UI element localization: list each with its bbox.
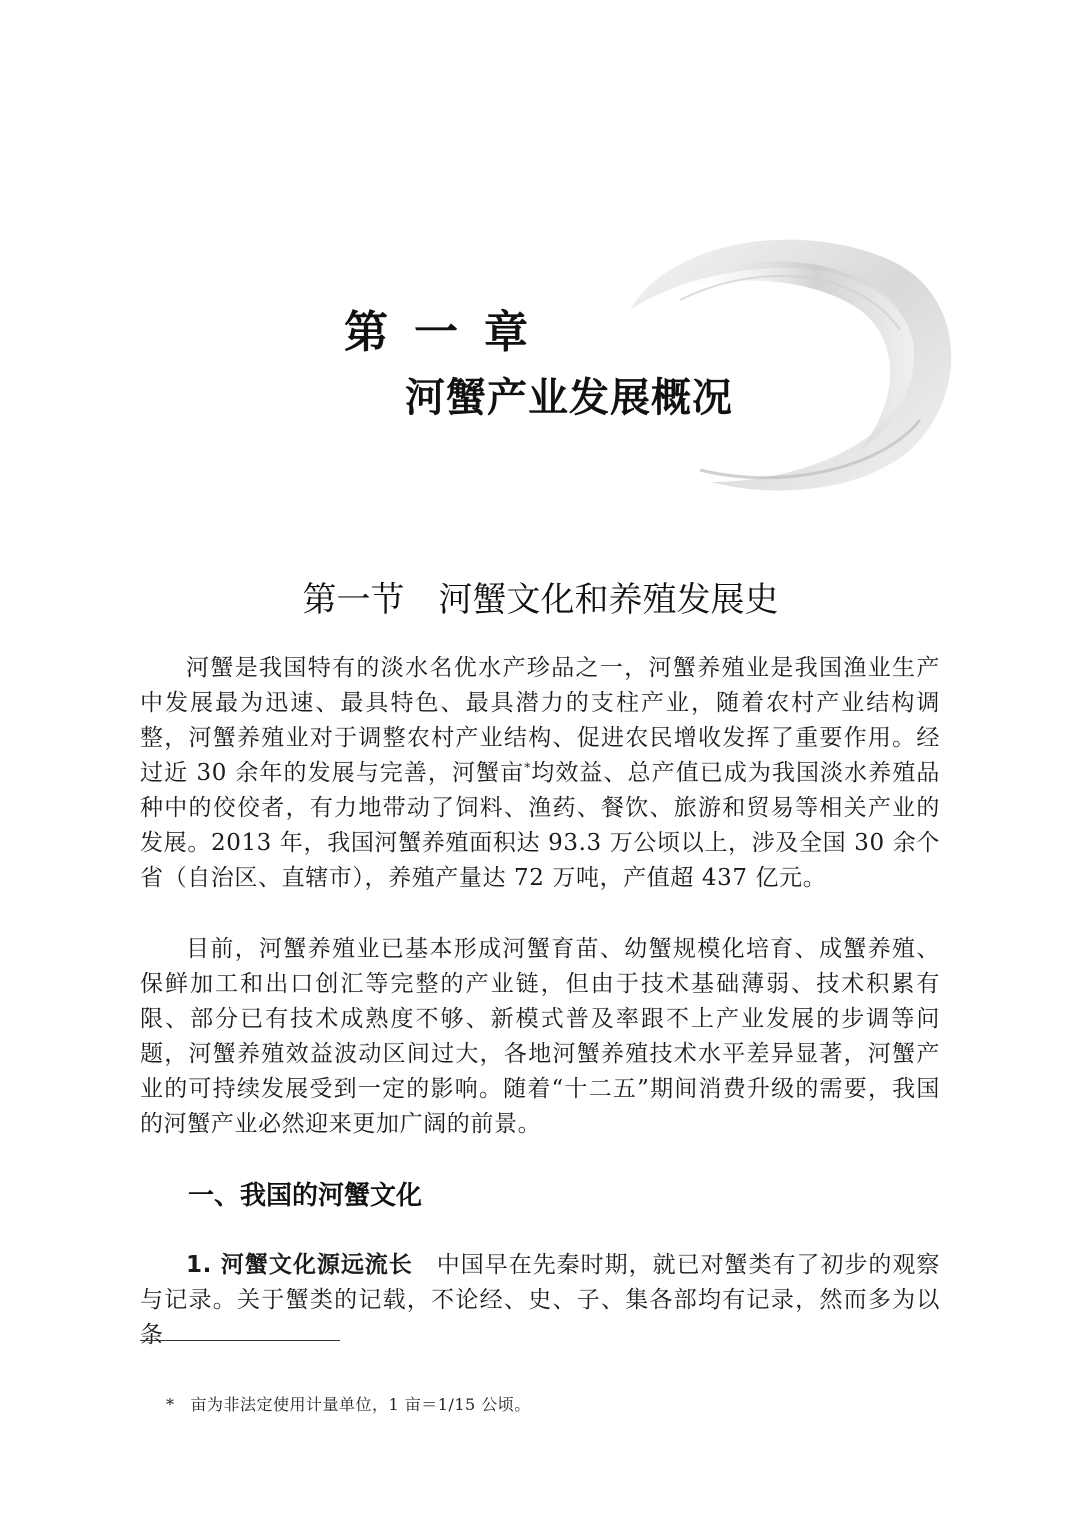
paragraph-3 bbox=[140, 1248, 940, 1353]
chapter-title: 河蟹产业发展概况 bbox=[405, 375, 733, 421]
paragraph-1 bbox=[140, 651, 940, 896]
chapter-number: 第一章 bbox=[344, 307, 554, 358]
footnote-reference-mark: * bbox=[524, 760, 531, 775]
subsection-heading: 一、我国的河蟹文化 bbox=[188, 1181, 423, 1211]
run-in-heading: 1. 河蟹文化源远流长 bbox=[186, 1252, 413, 1278]
section-title: 河蟹文化和养殖发展史 bbox=[438, 580, 779, 620]
paragraph-2: 目前，河蟹养殖业已基本形成河蟹育苗、幼蟹规模化培育、成蟹养殖、保鲜加工和出口创汇等完整的产业链，但由于技术基础薄弱、技术积累有限、部分已有技术成熟度不够、新模式普及率跟不上产业发展的步调等问题，河蟹养殖效益波动区间过大，各地河蟹养殖技术水平差异显著，河蟹产业的可持续发展受到一定的影响。随着“十二五”期间消费升级的需要，我国的河蟹产业必然迎来更加广阔的前景。 bbox=[140, 936, 940, 1137]
paragraph-1-text-b: 均效益、总产值已成为我国淡水养殖品种中的佼佼者，有力地带动了饲料、渔药、餐饮、旅游和贸易等相关产业的发展。2013 年，我国河蟹养殖面积达 93.3 万公顷以上，涉及全国 30 余个省（自治区、直辖市），养殖产量达 72 万吨，产值超 437 亿元。 bbox=[140, 760, 940, 891]
paragraph-3-text: 中国早在先秦时期，就已对蟹类有了初步的观察与记录。关于蟹类的记载，不论经、史、子、集各部均有记录，然而多为以条 bbox=[140, 1252, 940, 1348]
footnote-text: 亩为非法定使用计量单位，1 亩＝1/15 公顷。 bbox=[190, 1395, 531, 1414]
paragraph-1-text-a: 河蟹是我国特有的淡水名优水产珍品之一，河蟹养殖业是我国渔业生产中发展最为迅速、最具特色、最具潜力的支柱产业，随着农村产业结构调整，河蟹养殖业对于调整农村产业结构、促进农民增收发挥了重要作用。经过近 30 余年的发展与完善，河蟹亩 bbox=[140, 655, 940, 786]
footnote-mark: * bbox=[166, 1395, 175, 1414]
section-number: 第一节 bbox=[302, 580, 405, 620]
footnote-separator bbox=[140, 1340, 340, 1341]
section-heading bbox=[0, 572, 1081, 621]
footnote bbox=[166, 1392, 531, 1415]
